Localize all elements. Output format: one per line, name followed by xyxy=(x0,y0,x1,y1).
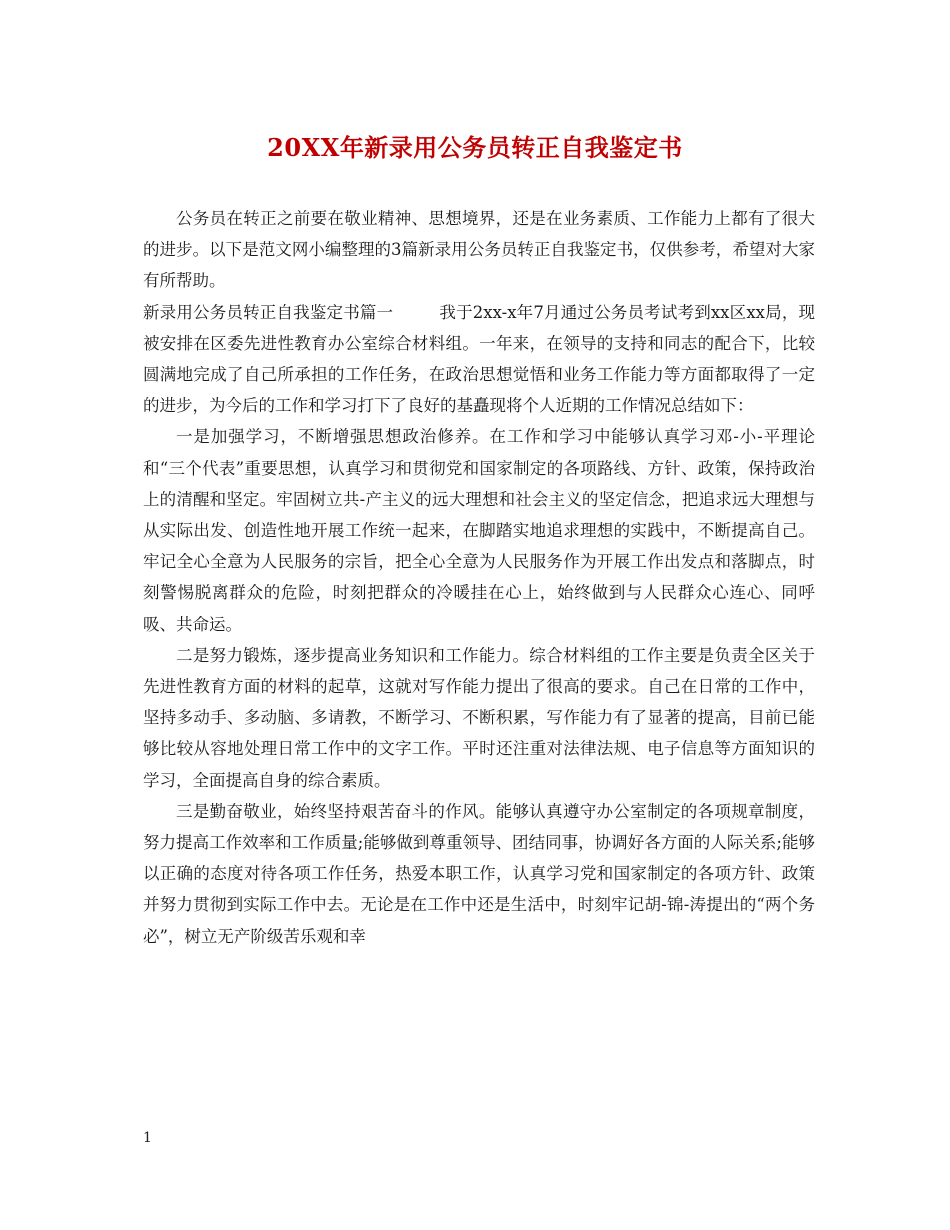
section-opening: 我于2xx-x年7月通过公务员考试考到xx区xx局，现被安排在区委先进性教育办公室综合材料组。一年来，在领导的支持和同志的配合下，比较圆满地完成了自己所承担的工作任务，在政治思想觉悟和业务工作能力等方面都取得了一定的进步，为今后的工作和学习打下了良好的基矗现将个人近期的工作情况总结如下： xyxy=(143,302,816,416)
document-body xyxy=(143,203,815,952)
paragraph-study: 一是加强学习，不断增强思想政治修养。在工作和学习中能够认真学习邓-小-平理论和“三个代表”重要思想，认真学习和贯彻党和国家制定的各项路线、方针、政策，保持政治上的清醒和坚定。牢固树立共-产主义的远大理想和社会主义的坚定信念，把追求远大理想与从实际出发、创造性地开展工作统一起来，在脚踏实地追求理想的实践中，不断提高自己。牢记全心全意为人民服务的宗旨，把全心全意为人民服务作为开展工作出发点和落脚点，时刻警惕脱离群众的危险，时刻把群众的冷暖挂在心上，始终做到与人民群众心连心、同呼吸、共命运。 xyxy=(143,427,815,634)
document-title: 20XX年新录用公务员转正自我鉴定书 xyxy=(267,133,683,162)
section-heading: 新录用公务员转正自我鉴定书篇一 xyxy=(143,302,394,322)
paragraph-diligence: 三是勤奋敬业，始终坚持艰苦奋斗的作风。能够认真遵守办公室制定的各项规章制度，努力提高工作效率和工作质量;能够做到尊重领导、团结同事，协调好各方面的人际关系;能够以正确的态度对待各项工作任务，热爱本职工作，认真学习党和国家制定的各项方针、政策并努力贯彻到实际工作中去。无论是在工作中还是生活中，时刻牢记胡-锦-涛提出的“两个务必”，树立无产阶级苦乐观和幸 xyxy=(143,801,815,946)
intro-paragraph: 公务员在转正之前要在敬业精神、思想境界，还是在业务素质、工作能力上都有了很大的进步。以下是范文网小编整理的3篇新录用公务员转正自我鉴定书，仅供参考，希望对大家有所帮助。 xyxy=(143,209,815,291)
page-number: 1 xyxy=(143,1130,152,1146)
paragraph-training: 二是努力锻炼，逐步提高业务知识和工作能力。综合材料组的工作主要是负责全区关于先进性教育方面的材料的起草，这就对写作能力提出了很高的要求。自己在日常的工作中，坚持多动手、多动脑、多请教，不断学习、不断积累，写作能力有了显著的提高，目前已能够比较从容地处理日常工作中的文字工作。平时还注重对法律法规、电子信息等方面知识的学习，全面提高自身的综合素质。 xyxy=(143,645,815,790)
section-paragraph xyxy=(143,297,815,422)
